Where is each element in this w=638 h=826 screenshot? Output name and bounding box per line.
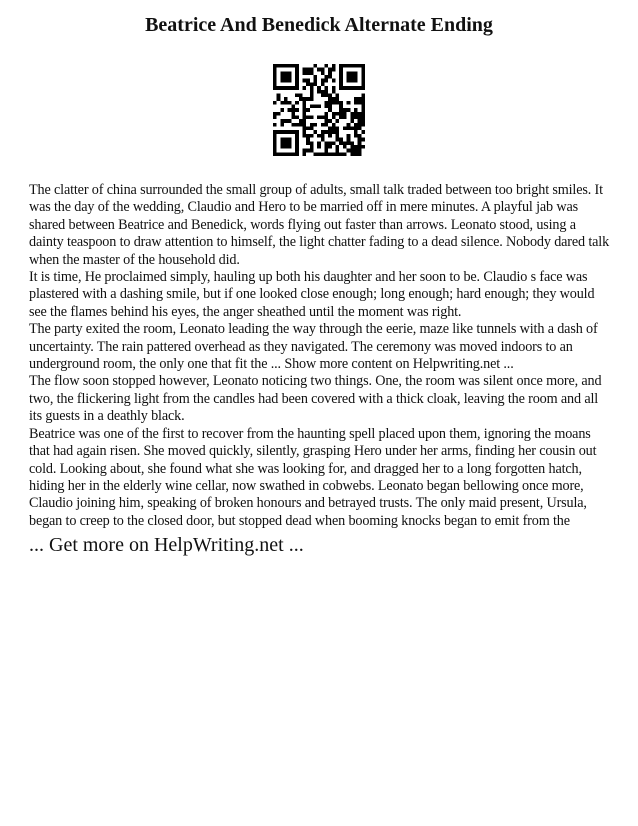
paragraph: The flow soon stopped however, Leonato noticing two things. One, the room was silent once more, and two, the flickering light from the candles had been covered with a thick cloak, leaving the room and all its guests in a deathly black. <box>29 373 602 425</box>
paragraph: Beatrice was one of the first to recover from the haunting spell placed upon them, ignoring the moans that had again risen. She moved quickly, silently, grasping Hero under her arms, finding her cousin out cold. Looking about, she found what she was looking for, and dragged her to a long forgotten hatch, hiding her in the elderly wine cellar, now swathed in cobwebs. Leonato began bellowing once more, Claudio joining him, speaking of broken honours and betrayed trusts. The only maid present, Ursula, began to creep to the closed door, but stopped dead when booming knocks began to emit from the <box>29 425 597 529</box>
paragraph: It is time, He proclaimed simply, hauling up both his daughter and her soon to be. Claudio s face was plastered with a dashing smile, but if one looked close enough; long enough; hard enough; they would see the flames behind his eyes, the anger sheathed until the moment was right. <box>29 269 595 320</box>
get-more-link[interactable]: ... Get more on HelpWriting.net ... <box>29 534 304 556</box>
document-title: Beatrice And Benedick Alternate Ending <box>145 14 493 36</box>
paragraph: The party exited the room, Leonato leading the way through the eerie, maze like tunnels with a dash of uncertainty. The rain pattered overhead as they navigated. The ceremony was moved indoors to an underground room, the only one that fit the ... Show more content on Helpwriting.net ... <box>29 321 598 373</box>
paragraph: The clatter of china surrounded the small group of adults, small talk traded between too bright smiles. It was the day of the wedding, Claudio and Hero to be married off in mere minutes. A playful jab was shared between Beatrice and Benedick, words flying out faster than arrows. Leonato stood, using a dainty teaspoon to draw attention to himself, the light chatter fading to a dead silence. Nobody dared talk when the master of the household did. <box>29 182 610 268</box>
qr-code-icon <box>273 64 365 156</box>
document-body <box>29 182 613 530</box>
